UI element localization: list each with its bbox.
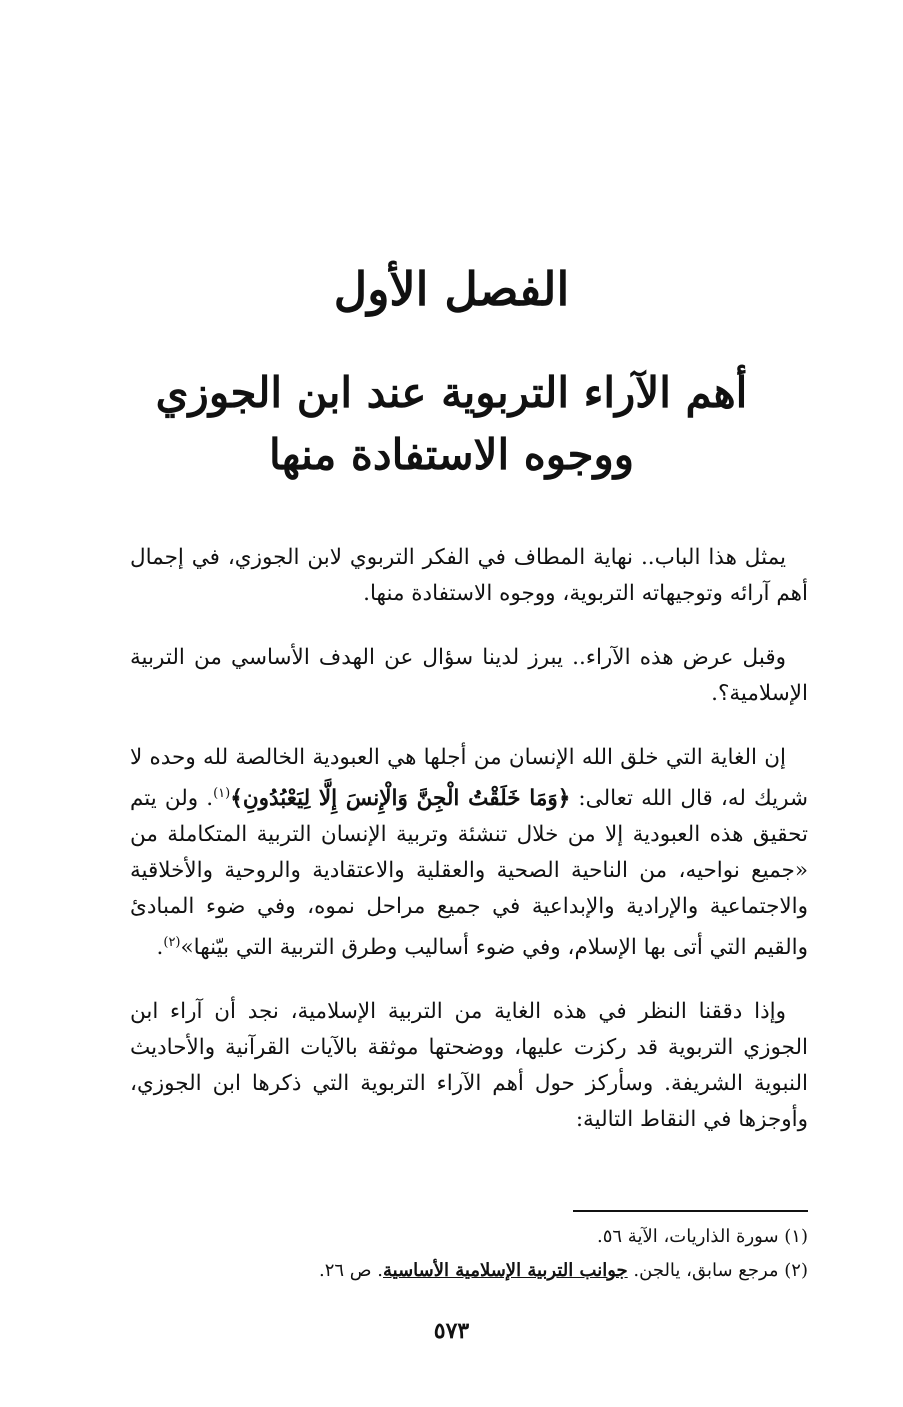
- body-text: [130, 540, 808, 1166]
- paragraph-3-part-1: إن الغاية التي خلق الله الإنسان من أجلها هي العبودية الخالصة لله وحده لا شريك له، قال الله تعالى:: [130, 745, 808, 812]
- footnote-marker-2: (٢): [163, 935, 181, 951]
- chapter-title: [60, 362, 843, 486]
- paragraph-4: وإذا دققنا النظر في هذه الغاية من التربية الإسلامية، نجد أن آراء ابن الجوزي التربوية قد ركزت عليها، ووضحتها موثقة بالآيات القرآنية والأحاديث النبوية الشريفة. وسأركز حول أهم الآراء التربوية التي ذكرها ابن الجوزي، وأوجزها في النقاط التالية:: [130, 999, 808, 1133]
- paragraph-3-part-2: . ولن يتم تحقيق هذه العبودية إلا من خلال تنشئة وتربية الإنسان التربية المتكاملة من «جميع نواحيه، من الناحية الصحية والعقلية والاعتقادية والروحية والأخلاقية والاجتماعية والإرادية والإبداعية في جميع مراحل نموه، وفي ضوء المبادئ والقيم التي أتى بها الإسلام، وفي ضوء أساليب وطرق التربية التي بيّنها»: [130, 786, 808, 961]
- footnote-divider: [573, 1210, 808, 1212]
- footnote-2-prefix: (٢) مرجع سابق، يالجن.: [633, 1260, 808, 1281]
- paragraph-3-end: .: [156, 935, 164, 961]
- paragraph-1: يمثل هذا الباب.. نهاية المطاف في الفكر التربوي لابن الجوزي، في إجمال أهم آرائه وتوجيهاته التربوية، ووجوه الاستفادة منها.: [130, 545, 808, 606]
- chapter-title-line-2: ووجوه الاستفادة منها: [268, 430, 635, 479]
- quran-verse: ﴿وَمَا خَلَقْتُ الْجِنَّ وَالْإِنسَ إِلَّا لِيَعْبُدُونِ﴾: [230, 786, 571, 812]
- paragraph-2: وقبل عرض هذه الآراء.. يبرز لدينا سؤال عن الهدف الأساسي من التربية الإسلامية؟.: [130, 645, 808, 706]
- footnote-2-suffix: . ص ٢٦.: [318, 1260, 383, 1281]
- footnotes: [130, 1220, 808, 1288]
- chapter-title-line-1: أهم الآراء التربوية عند ابن الجوزي: [155, 368, 748, 417]
- chapter-label: الفصل الأول: [333, 262, 570, 316]
- footnote-2-book-title: جوانب التربية الإسلامية الأساسية: [383, 1260, 628, 1281]
- paragraph-3: [130, 740, 808, 966]
- page-number: ٥٧٣: [433, 1318, 470, 1344]
- footnote-1: (١) سورة الذاريات، الآية ٥٦.: [597, 1226, 808, 1247]
- footnote-2: [130, 1254, 808, 1288]
- footnote-marker-1: (١): [213, 786, 231, 801]
